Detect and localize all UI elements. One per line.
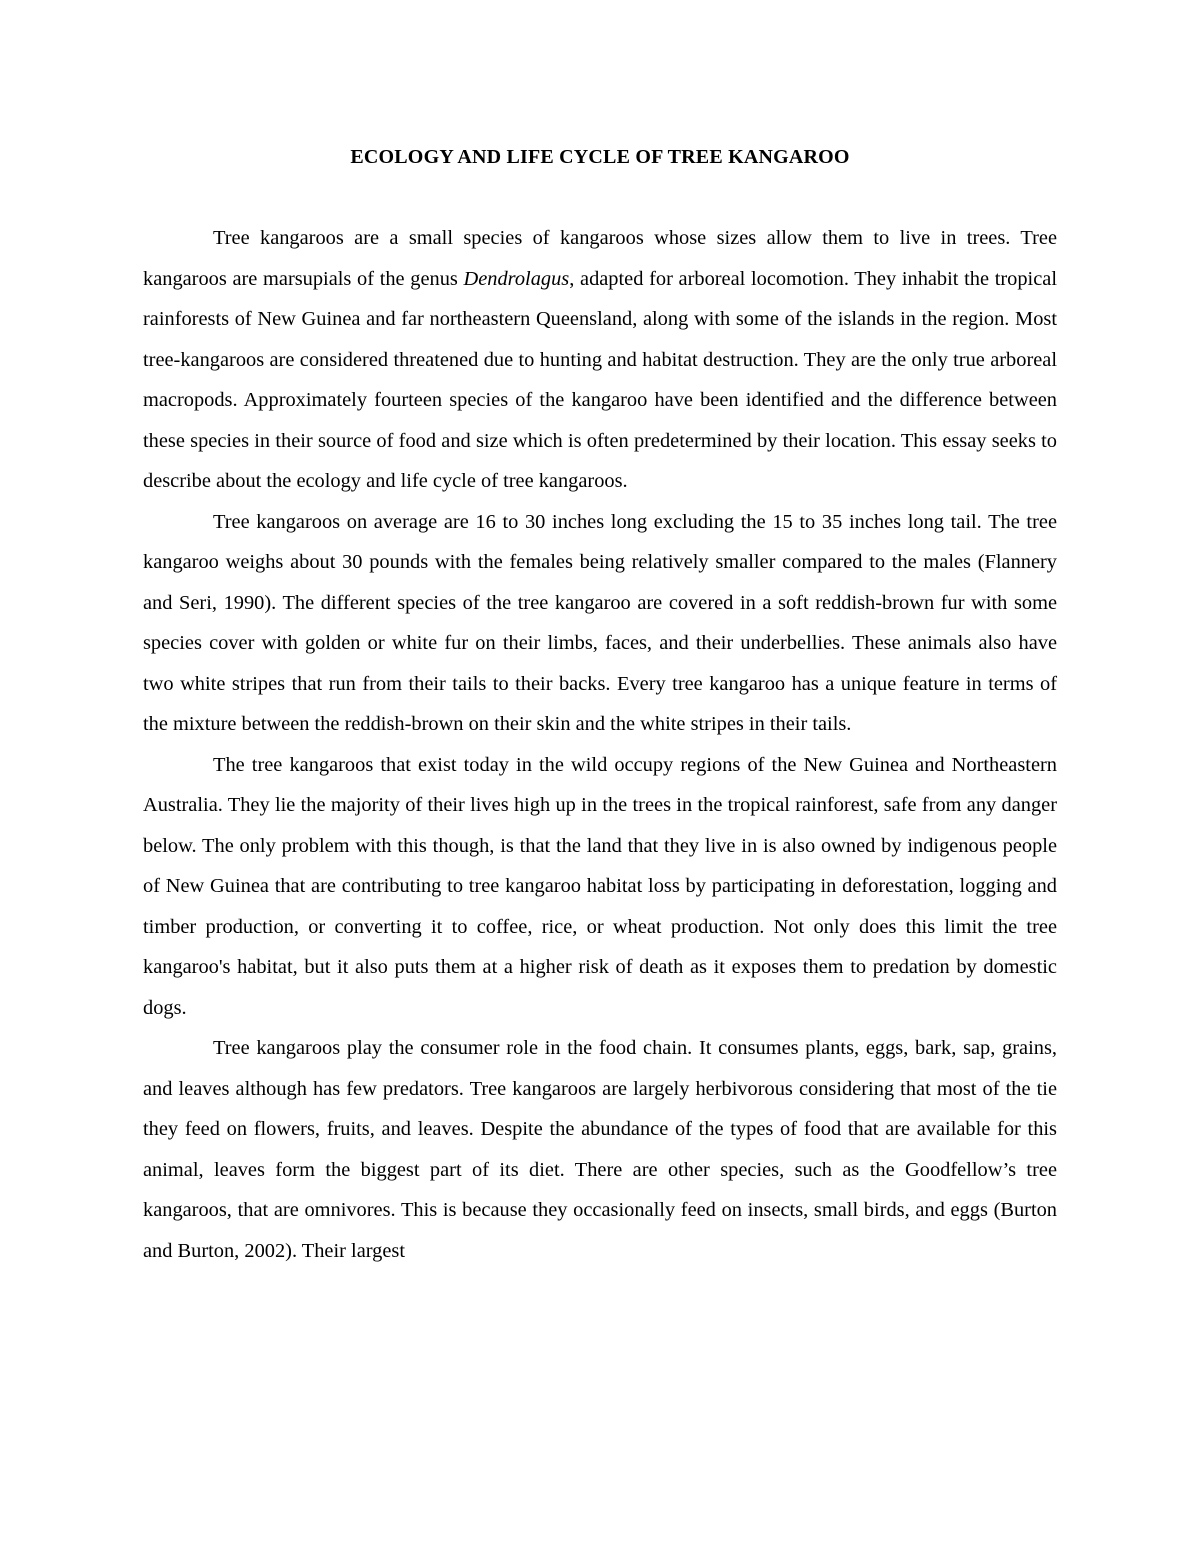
document-title: ECOLOGY AND LIFE CYCLE OF TREE KANGAROO [350,146,850,168]
genus-name-italic: Dendrolagus [463,267,570,290]
paragraph-habitat: The tree kangaroos that exist today in the wild occupy regions of the New Guinea and Northeastern Australia. They lie the majority of their lives high up in the trees in the tropical rainforest, safe from any danger below. The only problem with this though, is that the land that they live in is also owned by indigenous people of New Guinea that are contributing to tree kangaroo habitat loss by participating in deforestation, logging and timber production, or converting it to coffee, rice, or wheat production. Not only does this limit the tree kangaroo's habitat, but it also puts them at a higher risk of death as it exposes them to predation by domestic dogs. [143,753,1057,1019]
paragraph-description: Tree kangaroos on average are 16 to 30 inches long excluding the 15 to 35 inches long tail. The tree kangaroo weighs about 30 pounds with the females being relatively smaller compared to the males (Flannery and Seri, 1990). The different species of the tree kangaroo are covered in a soft reddish-brown fur with some species cover with golden or white fur on their limbs, faces, and their underbellies. These animals also have two white stripes that run from their tails to their backs. Every tree kangaroo has a unique feature in terms of the mixture between the reddish-brown on their skin and the white stripes in their tails. [143,510,1057,735]
paragraph-diet: Tree kangaroos play the consumer role in the food chain. It consumes plants, eggs, bark, sap, grains, and leaves although has few predators. Tree kangaroos are largely herbivorous considering that most of the tie they feed on flowers, fruits, and leaves. Despite the abundance of the types of food that are available for this animal, leaves form the biggest part of its diet. There are other species, such as the Goodfellow’s tree kangaroos, that are omnivores. This is because they occasionally feed on insects, small birds, and eggs (Burton and Burton, 2002). Their largest [143,1037,1057,1262]
paragraph-text: Tree kangaroos are a small species of kangaroos whose sizes allow them to live in trees. Tree kangaroos are marsupials of the genus [143,227,1057,290]
paragraph-introduction [143,218,1057,502]
paragraph-text: , adapted for arboreal locomotion. They inhabit the tropical rainforests of New Guinea and far northeastern Queensland, along with some of the islands in the region. Most tree-kangaroos are considered threatened due to hunting and habitat destruction. They are the only true arboreal macropods. Approximately fourteen species of the kangaroo have been identified and the difference between these species in their source of food and size which is often predetermined by their location. This essay seeks to describe about the ecology and life cycle of tree kangaroos. [143,267,1057,492]
document-body [143,218,1057,1271]
